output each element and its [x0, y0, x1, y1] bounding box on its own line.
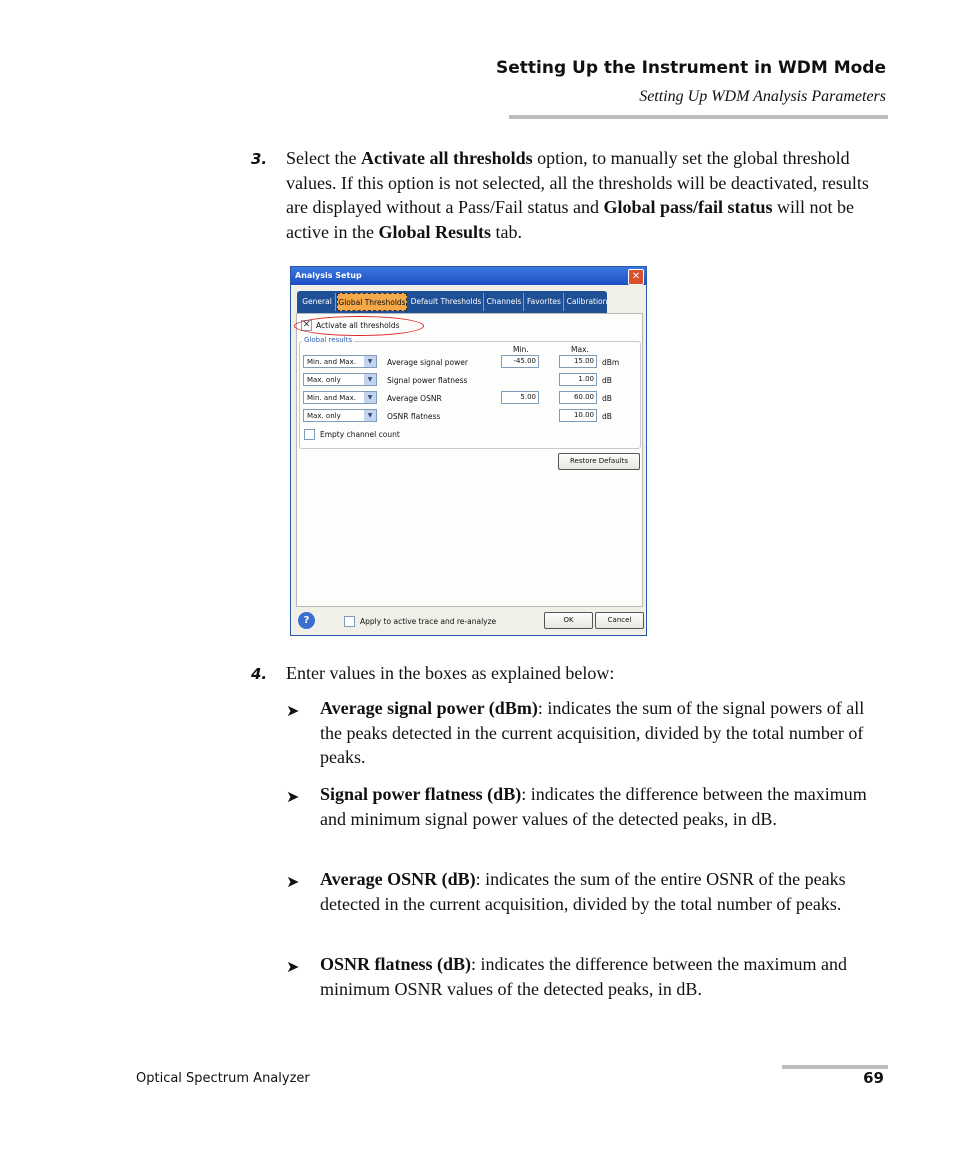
restore-defaults-button[interactable]: Restore Defaults [558, 453, 640, 470]
min-input[interactable]: -45.00 [501, 355, 539, 368]
unit-label: dB [602, 412, 612, 421]
tab-channels[interactable]: Channels [485, 293, 524, 311]
tab-global-thresholds[interactable]: Global Thresholds [337, 293, 407, 311]
bullet-desc: : indicates the difference between the maximum and minimum OSNR values of the detected peaks, in dB. [320, 954, 848, 999]
bullet-icon: ➤ [286, 703, 300, 720]
bullet-icon: ➤ [286, 874, 300, 891]
header-subtitle: Setting Up WDM Analysis Parameters [639, 88, 886, 105]
bullet-term: Signal power flatness (dB) [320, 784, 522, 804]
threshold-mode-select[interactable] [303, 355, 377, 368]
step-3-text [286, 146, 886, 245]
bullet-term: Average signal power (dBm) [320, 698, 538, 718]
empty-channel-count-checkbox[interactable] [304, 429, 315, 440]
tab-bar [297, 291, 607, 313]
step-3-t4: tab. [491, 222, 522, 243]
min-input[interactable]: 5.00 [501, 391, 539, 404]
bullet-term: OSNR flatness (dB) [320, 954, 472, 974]
max-input[interactable]: 10.00 [559, 409, 597, 422]
step-3-t3: will not be active in the [286, 197, 854, 243]
chevron-down-icon: ▼ [364, 374, 376, 385]
analysis-setup-dialog [290, 266, 647, 636]
apply-checkbox[interactable] [344, 616, 355, 627]
ok-button[interactable]: OK [544, 612, 593, 629]
unit-label: dB [602, 394, 612, 403]
apply-label: Apply to active trace and re-analyze [360, 617, 497, 626]
max-column-header: Max. [571, 345, 589, 354]
step-3-b2: Global pass/fail status [603, 197, 773, 218]
close-icon[interactable]: ✕ [628, 269, 644, 285]
bullet-osnr-flatness [320, 952, 886, 1001]
bullet-icon: ➤ [286, 789, 300, 806]
activate-all-thresholds-checkbox[interactable]: ✕ [302, 320, 311, 330]
bullet-icon: ➤ [286, 959, 300, 976]
tab-general[interactable]: General [299, 293, 336, 311]
step-4-text: Enter values in the boxes as explained below: [286, 663, 615, 683]
page-number: 69 [863, 1069, 884, 1087]
chevron-down-icon: ▼ [364, 392, 376, 403]
mode-value: Max. only [307, 412, 341, 420]
unit-label: dBm [602, 358, 620, 367]
empty-channel-count-label: Empty channel count [320, 430, 400, 439]
unit-label: dB [602, 376, 612, 385]
help-icon[interactable]: ? [298, 612, 315, 629]
header-rule [509, 115, 888, 119]
dialog-title: Analysis Setup [295, 271, 362, 280]
row-label: Average OSNR [387, 394, 442, 403]
tab-calibration[interactable]: Calibration [566, 297, 608, 306]
bullet-desc: : indicates the sum of the signal powers of all the peaks detected in the current acquisition, divided by the total number of peaks. [320, 698, 865, 768]
dialog-titlebar [291, 267, 646, 285]
row-label: OSNR flatness [387, 412, 441, 421]
tab-favorites[interactable]: Favorites [525, 293, 564, 311]
mode-value: Min. and Max. [307, 358, 356, 366]
threshold-mode-select[interactable] [303, 391, 377, 404]
chevron-down-icon: ▼ [364, 356, 376, 367]
bullet-average-signal-power [320, 696, 886, 770]
max-input[interactable]: 15.00 [559, 355, 597, 368]
step-3-b1: Activate all thresholds [360, 148, 533, 168]
bullet-desc: : indicates the difference between the maximum and minimum signal power values of the detected peaks, in dB. [320, 784, 867, 829]
footer-title: Optical Spectrum Analyzer [136, 1071, 310, 1086]
row-label: Signal power flatness [387, 376, 468, 385]
step-3-t1: Select the [286, 148, 361, 168]
step-3-b3: Global Results [378, 222, 491, 243]
bullet-average-osnr [320, 867, 886, 916]
mode-value: Min. and Max. [307, 394, 356, 402]
threshold-mode-select[interactable] [303, 373, 377, 386]
cancel-button[interactable]: Cancel [595, 612, 644, 629]
highlight-circle [294, 316, 424, 336]
chevron-down-icon: ▼ [364, 410, 376, 421]
max-input[interactable]: 1.00 [559, 373, 597, 386]
activate-all-thresholds-label: Activate all thresholds [316, 321, 400, 330]
min-column-header: Min. [513, 345, 529, 354]
step-3-t2: option, to manually set the global threshold values. If this option is not selected, all the thresholds will be deactivated, results are displayed without a Pass/Fail status and [286, 148, 869, 218]
bullet-desc: : indicates the sum of the entire OSNR of the peaks detected in the current acquisition, divided by the total number of peaks. [320, 869, 846, 914]
bullet-term: Average OSNR (dB) [320, 869, 476, 889]
threshold-mode-select[interactable] [303, 409, 377, 422]
tab-default-thresholds[interactable]: Default Thresholds [409, 293, 484, 311]
row-label: Average signal power [387, 358, 468, 367]
mode-value: Max. only [307, 376, 341, 384]
bullet-signal-power-flatness [320, 782, 886, 831]
max-input[interactable]: 60.00 [559, 391, 597, 404]
header-title: Setting Up the Instrument in WDM Mode [495, 58, 886, 78]
step-4-number: 4. [251, 665, 268, 683]
step-3-number: 3. [251, 150, 268, 168]
global-results-title: Global results [304, 336, 353, 344]
